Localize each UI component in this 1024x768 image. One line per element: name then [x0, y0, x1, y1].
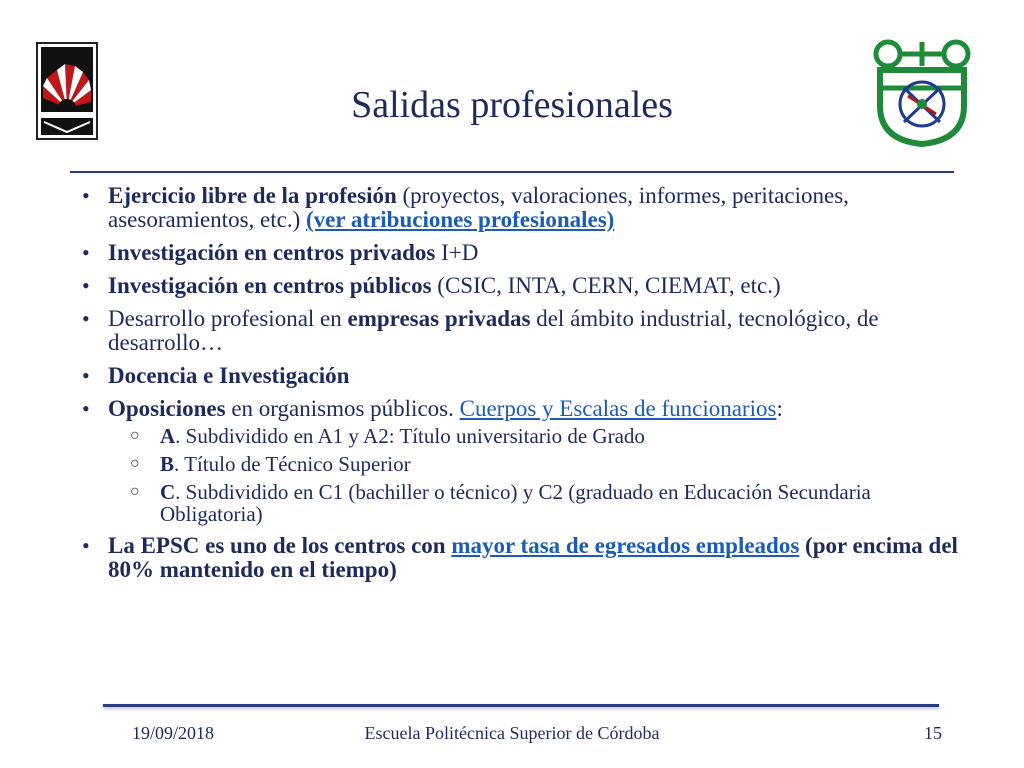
bullet-text: I+D	[435, 240, 479, 265]
bullet-icon: •	[82, 363, 90, 388]
bullet-item-investigacion-privados	[78, 241, 958, 265]
bullet-text: :	[776, 396, 783, 421]
bullet-bold-text: La EPSC es uno de los centros con	[108, 533, 452, 558]
bullet-item-oposiciones	[78, 397, 958, 525]
bullet-text: Desarrollo profesional en	[108, 306, 348, 331]
bullet-icon: •	[82, 396, 90, 421]
bullet-item-investigacion-publicos	[78, 274, 958, 298]
sub-item-grupo-c	[108, 481, 958, 525]
footer-divider	[103, 704, 939, 707]
sub-bullet-icon: ○	[130, 455, 140, 472]
bullet-bold-text: Oposiciones	[108, 396, 226, 421]
bullet-text: (proyectos, valoraciones, informes, peritaciones, asesoramientos, etc.)	[108, 183, 849, 232]
bullet-bold-text: Docencia e Investigación	[108, 363, 350, 388]
bullet-bold-text: Ejercicio libre de la profesión	[108, 183, 397, 208]
sub-text: . Subdividido en A1 y A2: Título universitario de Grado	[175, 424, 645, 448]
footer-date: 19/09/2018	[132, 723, 215, 743]
bullet-list	[78, 184, 958, 582]
bullet-item-desarrollo-profesional	[78, 307, 958, 355]
bullet-bold-text: empresas privadas	[347, 306, 531, 331]
bullet-bold-text: (por encima del 80% mantenido en el tiempo)	[108, 533, 958, 582]
footer-school: Escuela Politécnica Superior de Córdoba	[364, 723, 660, 743]
bullet-icon: •	[82, 533, 90, 558]
footer-page-number: 15	[924, 723, 942, 743]
bullet-icon: •	[82, 240, 90, 265]
sub-text: . Título de Técnico Superior	[174, 452, 411, 476]
bullet-text: del ámbito industrial, tecnológico, de desarrollo…	[108, 306, 879, 355]
bullet-item-epsc-egresados	[78, 534, 958, 582]
sub-bullet-icon: ○	[130, 483, 140, 500]
cuerpos-escalas-link[interactable]: Cuerpos y Escalas de funcionarios	[459, 396, 777, 421]
tasa-egresados-link[interactable]: mayor tasa de egresados empleados	[451, 533, 800, 558]
bullet-text: en organismos públicos.	[225, 396, 460, 421]
bullet-item-docencia	[78, 364, 958, 388]
bullet-icon: •	[82, 183, 90, 208]
bullet-text: (CSIC, INTA, CERN, CIEMAT, etc.)	[431, 273, 781, 298]
atribuciones-link[interactable]: (ver atribuciones profesionales)	[305, 207, 615, 232]
sub-bold-text: C	[160, 480, 176, 504]
sub-bullet-list	[108, 425, 958, 525]
bullet-bold-text: Investigación en centros privados	[108, 240, 436, 265]
sub-bullet-icon: ○	[130, 427, 140, 444]
slide-title: Salidas profesionales	[351, 84, 673, 126]
sub-item-grupo-b	[108, 453, 958, 475]
sub-bold-text: B	[160, 452, 175, 476]
sub-item-grupo-a	[108, 425, 958, 447]
bullet-item-ejercicio-libre	[78, 184, 958, 232]
bullet-content	[78, 184, 958, 591]
title-divider	[70, 171, 954, 173]
bullet-icon: •	[82, 306, 90, 331]
bullet-bold-text: Investigación en centros públicos	[108, 273, 432, 298]
sub-bold-text: A	[160, 424, 176, 448]
sub-text: . Subdividido en C1 (bachiller o técnico) y C2 (graduado en Educación Secundaria Obligatoria)	[160, 480, 871, 526]
bullet-icon: •	[82, 273, 90, 298]
